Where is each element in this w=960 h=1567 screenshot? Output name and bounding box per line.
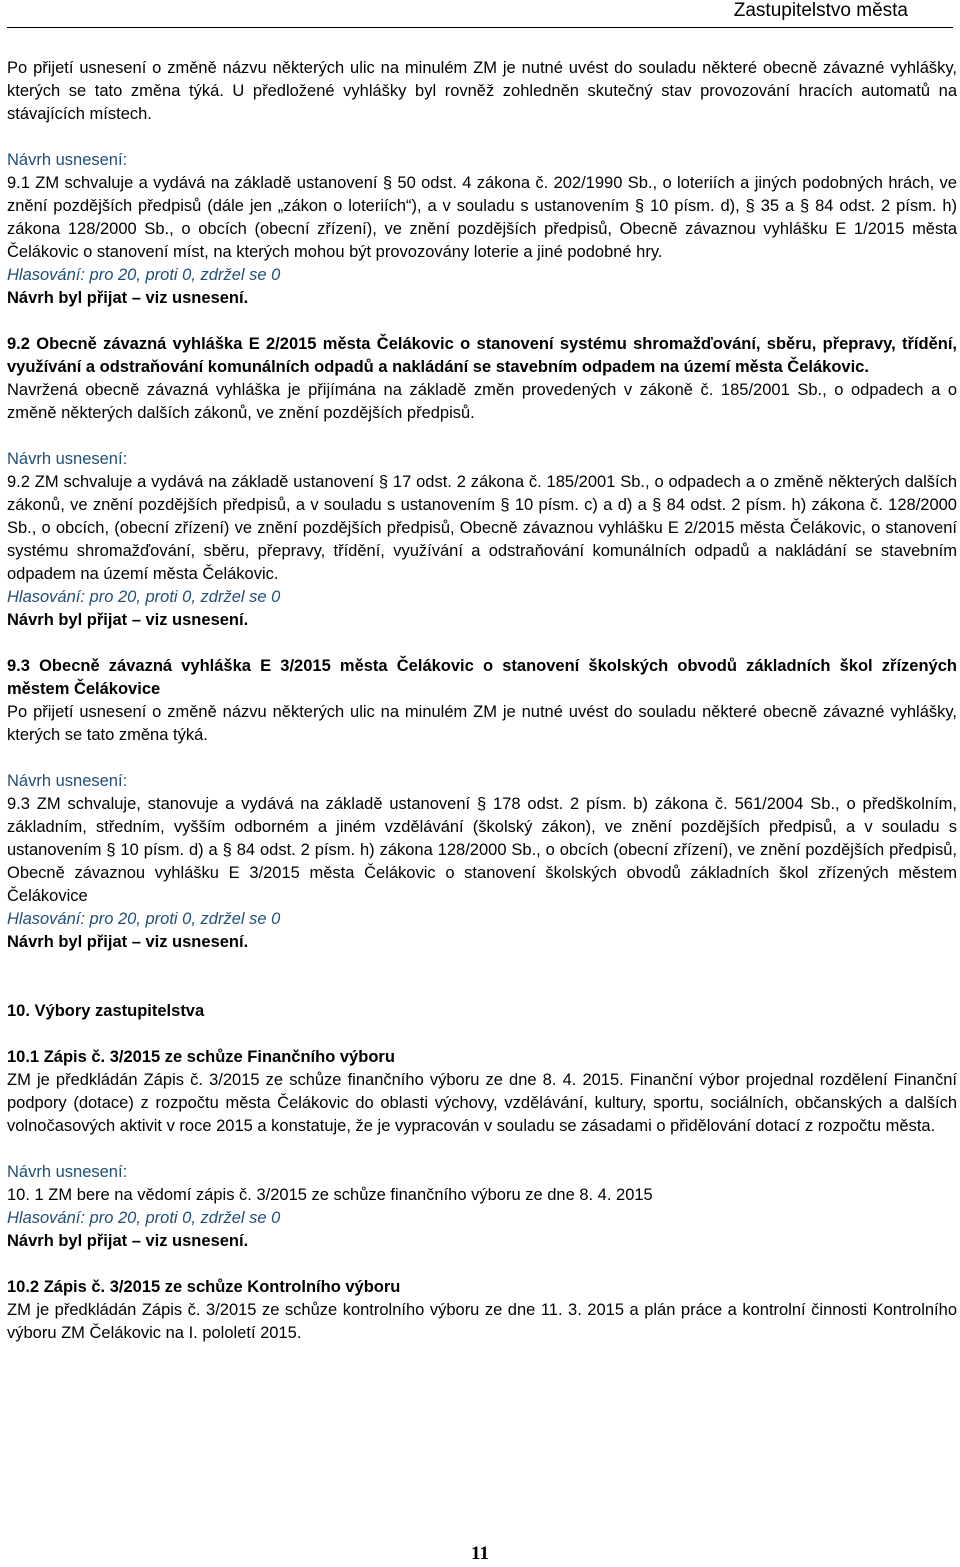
paragraph: 10. 1 ZM bere na vědomí zápis č. 3/2015 ze schůze finančního výboru ze dne 8. 4. 2015 [7,1186,653,1204]
paragraph: Po přijetí usnesení o změně názvu některých ulic na minulém ZM je nutné uvést do souladu některé obecně závazné vyhlášky, kterých se tato změna týká. U předložené vyhlášky byl rovněž zohledněn skutečný stav provozování hracích automatů na stávajících místech. [7,59,957,123]
section-heading: 10.2 Zápis č. 3/2015 ze schůze Kontrolního výboru [7,1278,401,1296]
section-heading: 10. Výbory zastupitelstva [7,1002,205,1020]
spacer [7,977,957,1000]
section-heading: 10.1 Zápis č. 3/2015 ze schůze Finančního výboru [7,1048,395,1066]
section-heading: 9.2 Obecně závazná vyhláška E 2/2015 města Čelákovic o stanovení systému shromažďování, sběru, přepravy, třídění, využívání a odstraňování komunálních odpadů a nakládání se stavebním odpadem na území města Čelákovic. [7,335,957,376]
voting-result: Hlasování: pro 20, proti 0, zdržel se 0 [7,266,281,284]
spacer [7,310,957,333]
paragraph: 9.3 ZM schvaluje, stanovuje a vydává na základě ustanovení § 178 odst. 2 písm. b) zákona č. 561/2004 Sb., o předškolním, základním, středním, vyšším odborném a jiném vzdělávání (školský zákon), ve znění pozdějších předpisů, a v souladu s ustanovením § 10 písm. d) a § 84 odst. 2 písm. h) zákona 128/2000 Sb., o obcích (obecní zřízení), ve znění pozdějších předpisů, Obecně závaznou vyhlášku E 3/2015 města Čelákovic o stanovení školských obvodů základních škol zřízených městem Čelákovice [7,795,957,905]
spacer [7,126,957,149]
adoption-note: Návrh byl přijat – viz usnesení. [7,933,249,951]
paragraph: Po přijetí usnesení o změně názvu některých ulic na minulém ZM je nutné uvést do souladu některé obecně závazné vyhlášky, kterých se tato změna týká. [7,703,957,744]
adoption-note: Návrh byl přijat – viz usnesení. [7,1232,249,1250]
resolution-label: Návrh usnesení: [7,151,128,169]
document-body [7,57,957,1345]
paragraph: ZM je předkládán Zápis č. 3/2015 ze schůze finančního výboru ze dne 8. 4. 2015. Finanční výbor projednal rozdělení Finanční podpory (dotace) z rozpočtu města Čelákovic do oblasti výchovy, vzdělávání, kultury, sportu, sociálních, občanských a dalších volnočasových aktivit v roce 2015 a konstatuje, že je vypracován v souladu se zásadami o přidělování dotací z rozpočtu města. [7,1071,957,1135]
voting-result: Hlasování: pro 20, proti 0, zdržel se 0 [7,910,281,928]
spacer [7,1138,957,1161]
resolution-label: Návrh usnesení: [7,1163,128,1181]
spacer [7,1253,957,1276]
page-number: 11 [471,1543,489,1564]
spacer [7,747,957,770]
running-header: Zastupitelstvo města [733,0,908,21]
header-divider [7,27,953,28]
adoption-note: Návrh byl přijat – viz usnesení. [7,289,249,307]
resolution-label: Návrh usnesení: [7,450,128,468]
voting-result: Hlasování: pro 20, proti 0, zdržel se 0 [7,1209,281,1227]
paragraph: 9.2 ZM schvaluje a vydává na základě ustanovení § 17 odst. 2 zákona č. 185/2001 Sb., o odpadech a o změně některých dalších zákonů, ve znění pozdějších předpisů, a v souladu s ustanovením § 10 písm. c) a d) a § 84 odst. 2 písm. h) zákona č. 128/2000 Sb., o obcích, (obecní zřízení) ve znění pozdějších předpisů, Obecně závaznou vyhlášku E 2/2015 města Čelákovic, o stanovení systému shromažďování, sběru, přepravy, třídění, využívání a odstraňování komunálních odpadů a nakládání se stavebním odpadem na území města Čelákovic. [7,473,957,583]
spacer [7,954,957,977]
resolution-label: Návrh usnesení: [7,772,128,790]
spacer [7,425,957,448]
paragraph: 9.1 ZM schvaluje a vydává na základě ustanovení § 50 odst. 4 zákona č. 202/1990 Sb., o loteriích a jiných podobných hrách, ve znění pozdějších předpisů (dále jen „zákon o loteriích“), a v souladu s ustanovením § 10 písm. d), § 35 a § 84 odst. 2 písm. h) zákona 128/2000 Sb., o obcích (obecní zřízení), ve znění pozdějších předpisů, Obecně závaznou vyhlášku E 1/2015 města Čelákovic o stanovení míst, na kterých mohou být provozovány loterie a jiné podobné hry. [7,174,957,261]
voting-result: Hlasování: pro 20, proti 0, zdržel se 0 [7,588,281,606]
spacer [7,632,957,655]
paragraph: ZM je předkládán Zápis č. 3/2015 ze schůze kontrolního výboru ze dne 11. 3. 2015 a plán práce a kontrolní činnosti Kontrolního výboru ZM Čelákovic na I. pololetí 2015. [7,1301,957,1342]
spacer [7,1023,957,1046]
adoption-note: Návrh byl přijat – viz usnesení. [7,611,249,629]
section-heading: 9.3 Obecně závazná vyhláška E 3/2015 města Čelákovic o stanovení školských obvodů základních škol zřízených městem Čelákovice [7,657,957,698]
paragraph: Navržená obecně závazná vyhláška je přijímána na základě změn provedených v zákoně č. 185/2001 Sb., o odpadech a o změně některých dalších zákonů, ve znění pozdějších předpisů. [7,381,957,422]
